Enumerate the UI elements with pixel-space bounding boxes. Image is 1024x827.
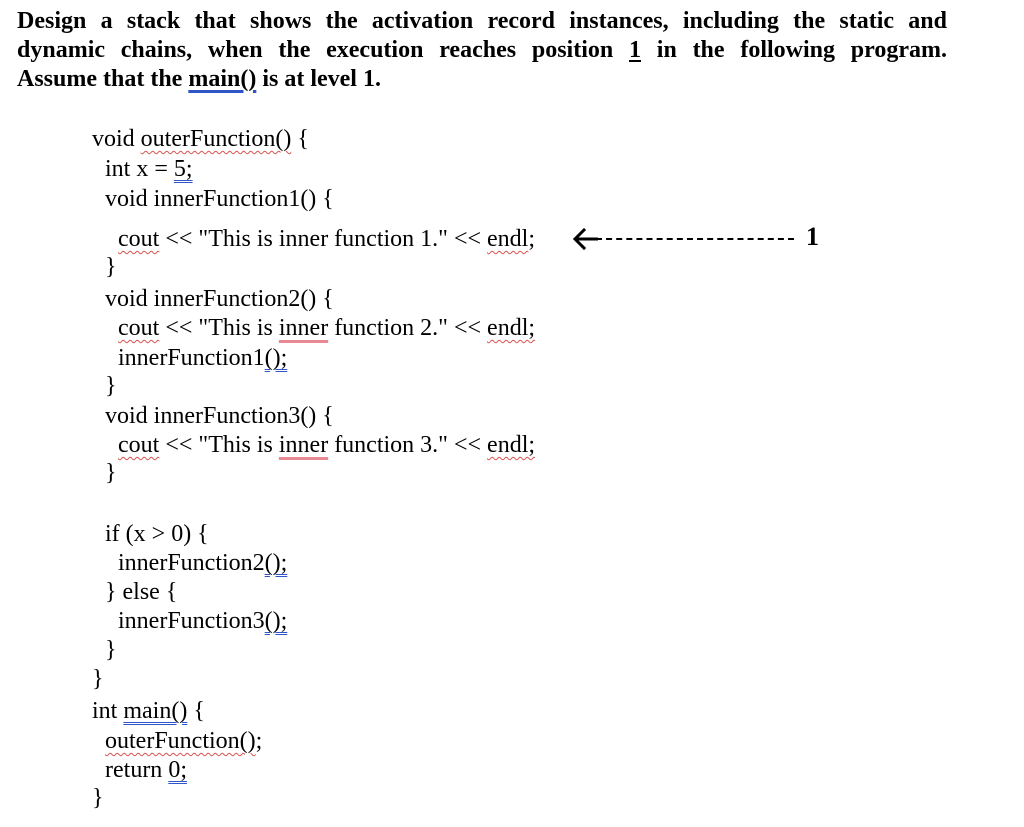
code-line-call-inner2: innerFunction2(); bbox=[118, 550, 288, 576]
code-line-call-inner1: innerFunction1(); bbox=[118, 345, 288, 371]
code-line-main-def: int main() { bbox=[92, 698, 205, 724]
code-line-close-inner3: } bbox=[105, 460, 117, 486]
main-reference: main() bbox=[188, 66, 257, 92]
code-line-call-inner3: innerFunction3(); bbox=[118, 608, 288, 634]
code-line-call-outer: outerFunction(); bbox=[105, 728, 263, 754]
question-line-3: Assume that the main() is at level 1. bbox=[17, 66, 381, 92]
question-line-1: Design a stack that shows the activation record instances, including the static and bbox=[17, 8, 947, 34]
code-line-cout-2: cout << "This is inner function 2." << endl; bbox=[118, 315, 536, 341]
question-line-2: dynamic chains, when the execution reaches position 1 in the following program. bbox=[17, 37, 947, 63]
code-line-if: if (x > 0) { bbox=[105, 521, 209, 547]
code-line-int-x: int x = 5; bbox=[105, 156, 193, 182]
code-line-inner1-def: void innerFunction1() { bbox=[105, 186, 334, 212]
code-line-close-main: } bbox=[92, 785, 104, 811]
marker-label: 1 bbox=[806, 222, 819, 251]
code-line-inner3-def: void innerFunction3() { bbox=[105, 403, 334, 429]
code-line-close-outer: } bbox=[92, 666, 104, 692]
code-line-close-if: } bbox=[105, 637, 117, 663]
code-line-return: return 0; bbox=[105, 757, 187, 783]
code-line-cout-1: cout << "This is inner function 1." << endl; bbox=[118, 226, 536, 252]
code-line-inner2-def: void innerFunction2() { bbox=[105, 286, 334, 312]
code-line-else: } else { bbox=[105, 579, 178, 605]
position-marker bbox=[572, 222, 819, 252]
question-text bbox=[17, 7, 947, 94]
left-arrow-icon bbox=[572, 228, 598, 250]
marker-dashed-line bbox=[596, 238, 794, 240]
code-line-outer-def: void outerFunction() { bbox=[92, 126, 309, 152]
code-line-close-inner1: } bbox=[105, 254, 117, 280]
code-line-close-inner2: } bbox=[105, 373, 117, 399]
code-line-cout-3: cout << "This is inner function 3." << endl; bbox=[118, 432, 536, 458]
position-reference: 1 bbox=[629, 37, 641, 63]
